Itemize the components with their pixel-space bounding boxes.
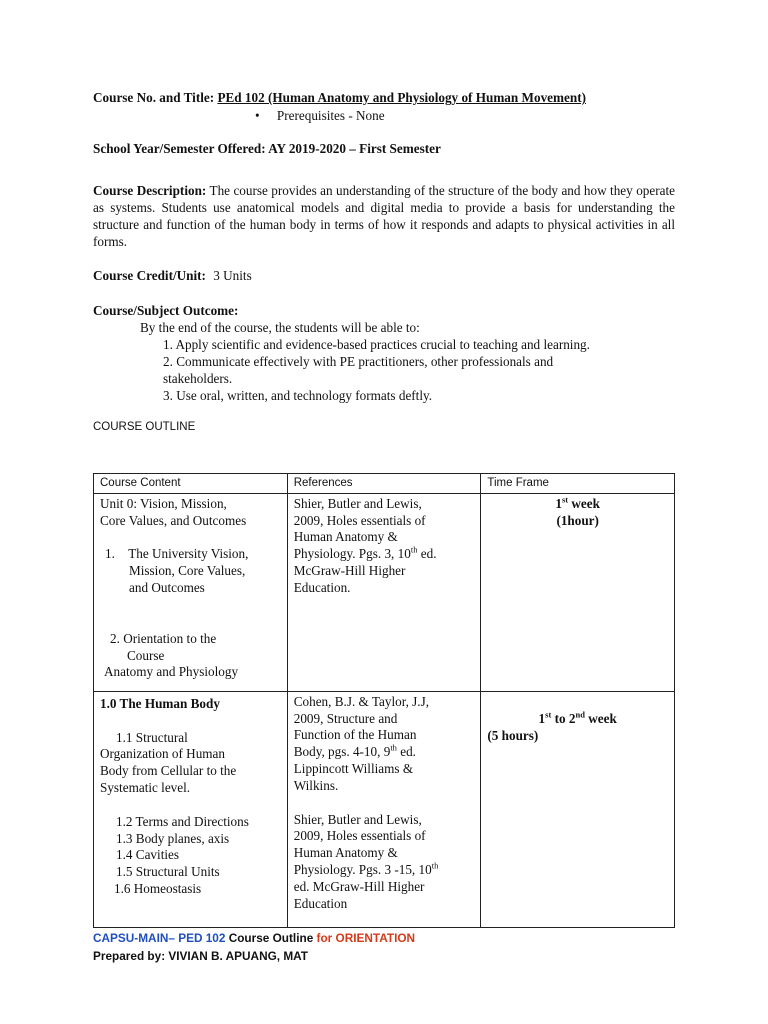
course-credit-line [93,267,252,284]
cell-text: Wilkins. [293,777,339,793]
cell-text: 1.2 Terms and Directions [116,813,249,829]
cell-text [294,744,475,761]
content-cell [94,691,288,927]
time-week [487,496,668,513]
cell-text: The University Vision, [128,546,249,562]
cell-text: Cohen, B.J. & Taylor, J.J, [293,693,430,709]
course-outline-table [93,473,675,928]
ref-superscript: th [410,544,418,555]
cell-text: 2009, Structure and [293,710,398,726]
content-cell [94,493,288,691]
outcome-item: 2. Communicate effectively with PE practitioners, other professionals and [163,354,554,369]
footer-code: CAPSU-MAIN– PED 102 [93,931,226,945]
ref-text: ed. [396,744,416,760]
week-number: 1 [555,495,562,511]
references-cell [287,493,481,691]
cell-text: Unit 0: Vision, Mission, [100,495,227,511]
list-number: 1. [105,546,115,562]
ref-superscript: th [390,742,397,753]
week-superscript: nd [575,709,585,720]
cell-text: Shier, Butler and Lewis, [293,495,422,511]
column-header: Time Frame [481,474,675,494]
prerequisites-line [255,108,385,124]
time-week [487,711,668,728]
time-frame-cell [481,691,675,927]
cell-text: Lippincott Williams & [293,760,414,776]
ref-text: Body, pgs. 4-10, 9 [293,744,391,760]
footer-outline: Course Outline [225,931,317,945]
cell-text: Systematic level. [100,779,191,795]
course-outline-heading: COURSE OUTLINE [93,421,196,433]
outcomes-list [140,319,590,404]
references-cell [287,691,481,927]
school-year-line [93,140,441,157]
cell-text: Anatomy and Physiology [104,664,239,680]
cell-text: 2009, Holes essentials of [293,512,426,528]
time-frame-cell [481,493,675,691]
footer-course-line [93,931,415,945]
cell-text [294,546,475,563]
cell-text: Core Values, and Outcomes [100,512,247,528]
course-description [93,182,675,250]
cell-text: 2. Orientation to the [110,630,217,646]
week-number: 1 [538,710,546,726]
column-header: References [287,474,481,494]
section-title: 1.0 The Human Body [100,695,220,711]
ref-text: Physiology. Pgs. 3 -15, 10 [293,861,432,877]
week-superscript: st [561,494,569,505]
bullet-icon: • [255,108,260,123]
week-range: to 2 [551,710,576,726]
outcomes-intro: By the end of the course, the students will be able to: [140,320,420,335]
cell-text: McGraw-Hill Higher [293,562,406,578]
ref-text: ed. [417,546,437,562]
cell-text: Course [127,647,165,663]
credit-label: Course Credit/Unit: [93,268,206,283]
time-hours: (1hour) [556,512,599,528]
course-title-line [93,89,586,106]
cell-text: ed. McGraw-Hill Higher [293,878,425,894]
cell-text: Shier, Butler and Lewis, [293,811,422,827]
ref-text: Physiology. Pgs. 3, 10 [293,546,411,562]
cell-text: 1.5 Structural Units [116,864,220,880]
list-item [100,546,281,563]
ref-superscript: th [431,860,439,871]
cell-text: Human Anatomy & [293,845,398,861]
outcome-item: 3. Use oral, written, and technology formats deftly. [163,388,433,403]
cell-text: 1.1 Structural [116,729,188,745]
cell-text: Body from Cellular to the [100,763,237,779]
week-word: week [584,710,617,726]
school-year-label: School Year/Semester Offered: [93,141,266,156]
week-superscript: st [545,709,552,720]
cell-text: Function of the Human [293,727,417,743]
table-header-row [94,474,675,494]
school-year-value: AY 2019-2020 – First Semester [268,141,441,156]
table-row [94,691,675,927]
cell-text: 1.6 Homeostasis [114,880,202,896]
course-label: Course No. and Title: [93,90,215,105]
outcomes-label: Course/Subject Outcome: [93,303,239,318]
column-header: Course Content [94,474,288,494]
cell-text: 1.3 Body planes, axis [116,830,230,846]
cell-text: 2009, Holes essentials of [293,828,426,844]
footer-orientation: for ORIENTATION [316,931,416,945]
cell-text: Mission, Core Values, [129,563,246,579]
description-text: The course provides an understanding of the structure of the body and how they operate as systems. Students use anatomical models and digital media to provide a basis for understanding the structure and function of the human body in terms of how it responds and adapts to physical activities in all forms. [93,183,675,249]
credit-value: 3 Units [213,268,252,283]
cell-text: Education. [293,579,351,595]
cell-text: and Outcomes [129,579,205,595]
footer-prepared-by: Prepared by: VIVIAN B. APUANG, MAT [93,949,308,963]
description-label: Course Description: [93,183,207,198]
outcome-item-continued: stakeholders. [163,371,233,386]
cell-text: Human Anatomy & [293,529,398,545]
cell-text: 1.4 Cavities [116,847,180,863]
time-hours: (5 hours) [487,727,539,743]
outcome-item: 1. Apply scientific and evidence-based practices crucial to teaching and learning. [163,337,590,352]
prerequisites: Prerequisites - None [276,108,385,123]
table-row [94,493,675,691]
week-word: week [568,495,600,511]
course-title: PEd 102 (Human Anatomy and Physiology of Human Movement) [217,90,586,105]
cell-text [294,862,475,879]
cell-text: Organization of Human [100,746,226,762]
cell-text: Education [293,895,348,911]
